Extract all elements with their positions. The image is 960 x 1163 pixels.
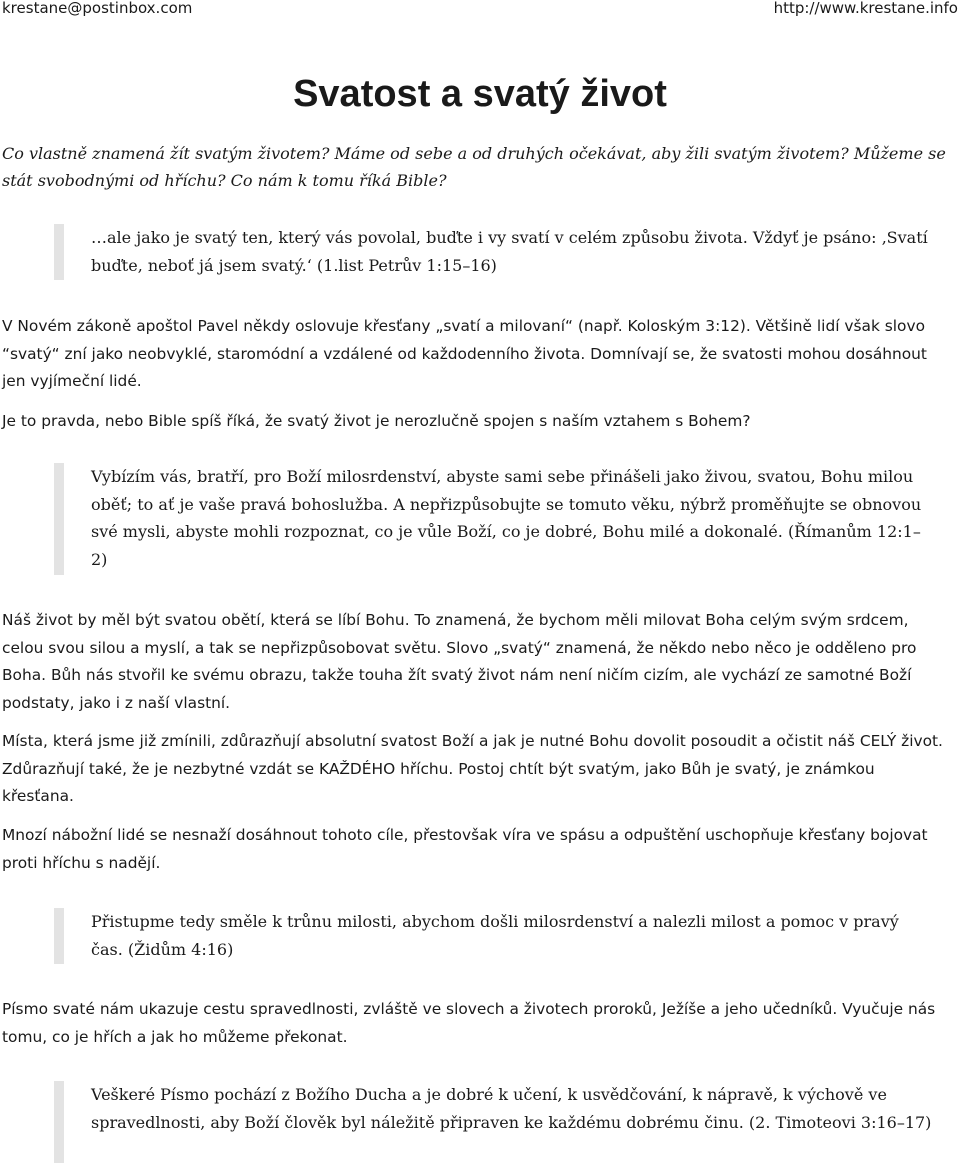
quote-block-2 (54, 463, 934, 575)
paragraph-4: Místa, která jsme již zmínili, zdůrazňují absolutní svatost Boží a jak je nutné Bohu dovolit posoudit a očistit náš CELÝ život. Zdůrazňují také, že je nezbytné vzdát se KAŽDÉHO hříchu. Postoj chtít být svatým, jako Bůh je svatý, je známkou křesťana. (2, 732, 943, 805)
quote-block-3 (54, 908, 934, 964)
quote-text: …ale jako je svatý ten, který vás povolal, buďte i vy svatí v celém způsobu života. Vždyť je psáno: ‚Svatí buďte, neboť já jsem svatý.‘ (1.list Petrův 1:15–16) (91, 228, 928, 275)
intro-questions: Co vlastně znamená žít svatým životem? Máme od sebe a od druhých očekávat, aby žili svatým životem? Můžeme se stát svobodnými od hříchu? Co nám k tomu říká Bible? (2, 144, 946, 190)
quote-bar (54, 908, 64, 964)
quote-block-1 (54, 224, 934, 280)
header-website-link[interactable]: http://www.krestane.info (773, 0, 958, 17)
paragraph-2: Je to pravda, nebo Bible spíš říká, že svatý život je nerozlučně spojen s naším vztahem s Bohem? (2, 412, 751, 430)
quote-bar (54, 1081, 64, 1163)
quote-text: Přistupme tedy směle k trůnu milosti, abychom došli milosrdenství a nalezli milost a pomoc v pravý čas. (Židům 4:16) (91, 912, 899, 959)
paragraph-3: Náš život by měl být svatou obětí, která se líbí Bohu. To znamená, že bychom měli milovat Boha celým svým srdcem, celou svou silou a myslí, a tak se nepřizpůsobovat světu. Slovo „svatý“ znamená, že někdo nebo něco je odděleno pro Boha. Bůh nás stvořil ke svému obrazu, takže touha žít svatý život nám není ničím cizím, ale vychází ze samotné Boží podstaty, jako i z naší vlastní. (2, 611, 917, 712)
quote-block-4 (54, 1081, 934, 1163)
paragraph-5: Mnozí nábožní lidé se nesnaží dosáhnout tohoto cíle, přestovšak víra ve spásu a odpuštění uschopňuje křesťany bojovat proti hříchu s nadějí. (2, 826, 928, 872)
quote-text: Vybízím vás, bratří, pro Boží milosrdenství, abyste sami sebe přinášeli jako živou, svatou, Bohu milou oběť; to ať je vaše pravá bohoslužba. A nepřizpůsobujte se tomuto věku, nýbrž proměňujte se obnovou své mysli, abyste mohli rozpoznat, co je vůle Boží, co je dobré, Bohu milé a dokonalé. (Římanům 12:1–2) (91, 467, 922, 569)
quote-bar (54, 224, 64, 280)
paragraph-1: V Novém zákoně apoštol Pavel někdy oslovuje křesťany „svatí a milovaní“ (např. Koloským 3:12). Většině lidí však slovo “svatý“ zní jako neobvyklé, staromódní a vzdálené od každodenního života. Domnívají se, že svatosti mohou dosáhnout jen vyjímeční lidé. (2, 317, 927, 390)
header-email-link[interactable]: krestane@postinbox.com (2, 0, 193, 17)
quote-text: Veškeré Písmo pochází z Božího Ducha a je dobré k učení, k usvědčování, k nápravě, k výchově ve spravedlnosti, aby Boží člověk byl náležitě připraven ke každému dobrému činu. (2. Timoteovi 3:16–17) (91, 1085, 932, 1132)
paragraph-6: Písmo svaté nám ukazuje cestu spravedlnosti, zvláště ve slovech a životech proroků, Ježíše a jeho učedníků. Vyučuje nás tomu, co je hřích a jak ho můžeme překonat. (2, 1000, 936, 1046)
quote-bar (54, 463, 64, 575)
page-title: Svatost a svatý život (293, 73, 667, 115)
